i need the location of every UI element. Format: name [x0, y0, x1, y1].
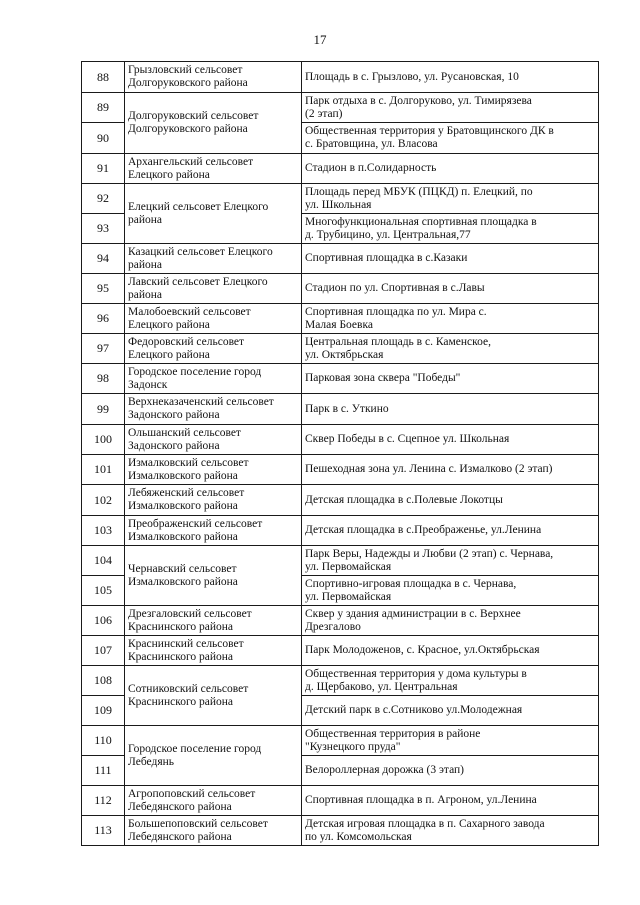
territory-cell	[302, 274, 599, 304]
territory-name: Общественная территория в районе "Кузнецкого пруда"	[305, 727, 481, 753]
row-number: 102	[82, 485, 125, 516]
territory-name: Центральная площадь в с. Каменское, ул. Октябрьская	[305, 335, 491, 361]
table-row	[82, 485, 599, 516]
row-number: 110	[82, 726, 125, 756]
territory-name: Сквер Победы в с. Сцепное ул. Школьная	[305, 433, 510, 445]
territory-name: Парк в с. Уткино	[305, 402, 389, 415]
territory-cell	[302, 816, 599, 846]
row-number: 96	[82, 304, 125, 334]
municipality-cell	[125, 394, 302, 425]
territory-cell	[302, 756, 599, 786]
territory-cell	[302, 455, 599, 485]
territory-name: Площадь перед МБУК (ПЦКД) п. Елецкий, по ул. Школьная	[305, 185, 533, 211]
territory-cell	[302, 516, 599, 546]
table-row	[82, 455, 599, 485]
territory-cell	[302, 546, 599, 576]
municipality-name: Лебяженский сельсовет Измалковского района	[128, 487, 245, 512]
row-number: 100	[82, 425, 125, 455]
territory-name: Сквер у здания администрации в с. Верхнее Дрезгалово	[305, 607, 521, 633]
territory-name: Стадион по ул. Спортивная в с.Лавы	[305, 282, 485, 294]
municipality-name: Краснинский сельсовет Краснинского района	[128, 637, 244, 663]
territory-cell	[302, 696, 599, 726]
territory-name: Пешеходная зона ул. Ленина с. Измалково (2 этап)	[305, 463, 553, 475]
municipality-name: Ольшанский сельсовет Задонского района	[128, 426, 241, 452]
table-row	[82, 154, 599, 184]
table-row	[82, 304, 599, 334]
territory-name: Спортивная площадка в с.Казаки	[305, 252, 468, 264]
territory-name: Велороллерная дорожка (3 этап)	[305, 764, 465, 776]
municipality-cell	[125, 304, 302, 334]
row-number: 92	[82, 184, 125, 214]
territory-name: Стадион в п.Солидарность	[305, 162, 437, 174]
municipality-name: Казацкий сельсовет Елецкого района	[128, 245, 273, 271]
municipality-cell	[125, 154, 302, 184]
municipality-name: Преображенский сельсовет Измалковского района	[128, 517, 263, 543]
row-number: 99	[82, 394, 125, 425]
territory-name: Детская площадка в с.Полевые Локотцы	[305, 493, 503, 506]
row-number: 111	[82, 756, 125, 786]
table-row	[82, 364, 599, 394]
territory-name: Детская площадка в с.Преображенье, ул.Ленина	[305, 524, 542, 536]
territory-cell	[302, 576, 599, 606]
table-row	[82, 244, 599, 274]
row-number: 109	[82, 696, 125, 726]
territory-cell	[302, 214, 599, 244]
row-number: 95	[82, 274, 125, 304]
territory-name: Парковая зона сквера "Победы"	[305, 372, 461, 384]
municipality-cell	[125, 93, 302, 154]
municipality-cell	[125, 455, 302, 485]
table-body	[82, 62, 599, 846]
territory-cell	[302, 394, 599, 425]
table-row	[82, 425, 599, 455]
territory-cell	[302, 786, 599, 816]
municipality-name: Федоровский сельсовет Елецкого района	[128, 335, 245, 361]
page-number: 17	[313, 32, 327, 47]
territory-cell	[302, 154, 599, 184]
municipality-name: Малобоевский сельсовет Елецкого района	[128, 305, 251, 331]
territory-name: Детский парк в с.Сотниково ул.Молодежная	[305, 704, 523, 716]
table-row	[82, 666, 599, 696]
row-number: 113	[82, 816, 125, 846]
municipality-name: Сотниковский сельсовет Краснинского района	[128, 682, 249, 708]
municipality-cell	[125, 606, 302, 636]
municipality-cell	[125, 425, 302, 455]
territory-cell	[302, 726, 599, 756]
municipality-name: Долгоруковский сельсовет Долгоруковского района	[128, 110, 259, 135]
row-number: 101	[82, 455, 125, 485]
municipality-name: Измалковский сельсовет Измалковского района	[128, 456, 249, 482]
territory-name: Парк отдыха в с. Долгоруково, ул. Тимирязева (2 этап)	[305, 94, 532, 120]
municipality-name: Агропоповский сельсовет Лебедянского района	[128, 787, 256, 813]
municipal-projects-table	[81, 61, 599, 846]
table-row	[82, 334, 599, 364]
territory-cell	[302, 364, 599, 394]
municipality-cell	[125, 816, 302, 846]
table-row	[82, 726, 599, 756]
territory-cell	[302, 666, 599, 696]
table-row	[82, 816, 599, 846]
territory-cell	[302, 62, 599, 93]
territory-cell	[302, 485, 599, 516]
row-number: 112	[82, 786, 125, 816]
territory-cell	[302, 606, 599, 636]
municipality-cell	[125, 274, 302, 304]
territory-name: Парк Веры, Надежды и Любви (2 этап) с. Чернава, ул. Первомайская	[305, 547, 554, 573]
territory-cell	[302, 184, 599, 214]
municipality-name: Елецкий сельсовет Елецкого района	[128, 200, 269, 226]
table-row	[82, 606, 599, 636]
table-row	[82, 786, 599, 816]
territory-name: Парк Молодоженов, с. Красное, ул.Октябрьская	[305, 644, 540, 656]
row-number: 104	[82, 546, 125, 576]
table-row	[82, 274, 599, 304]
municipality-name: Большепоповский сельсовет Лебедянского района	[128, 817, 268, 843]
table-row	[82, 93, 599, 123]
territory-name: Спортивная площадка в п. Агроном, ул.Ленина	[305, 794, 537, 806]
row-number: 98	[82, 364, 125, 394]
municipality-cell	[125, 244, 302, 274]
municipality-name: Лавский сельсовет Елецкого района	[128, 275, 268, 301]
municipality-cell	[125, 786, 302, 816]
table-row	[82, 394, 599, 425]
row-number: 90	[82, 123, 125, 154]
row-number: 97	[82, 334, 125, 364]
territory-cell	[302, 244, 599, 274]
row-number: 107	[82, 636, 125, 666]
municipality-cell	[125, 546, 302, 606]
territory-cell	[302, 123, 599, 154]
municipality-cell	[125, 636, 302, 666]
territory-name: Спортивно-игровая площадка в с. Чернава, ул. Первомайская	[305, 577, 517, 603]
municipality-cell	[125, 726, 302, 786]
municipality-cell	[125, 516, 302, 546]
territory-cell	[302, 425, 599, 455]
territory-name: Общественная территория у Братовщинского ДК в с. Братовщина, ул. Власова	[305, 125, 554, 150]
municipality-name: Дрезгаловский сельсовет Краснинского района	[128, 607, 252, 633]
municipality-cell	[125, 364, 302, 394]
territory-cell	[302, 334, 599, 364]
row-number: 88	[82, 62, 125, 93]
territory-name: Площадь в с. Грызлово, ул. Русановская, 10	[305, 70, 519, 83]
territory-cell	[302, 93, 599, 123]
row-number: 89	[82, 93, 125, 123]
table-row	[82, 636, 599, 666]
territory-name: Многофункциональная спортивная площадка в д. Трубицино, ул. Центральная,77	[305, 215, 537, 241]
table-row	[82, 546, 599, 576]
territory-name: Спортивная площадка по ул. Мира с. Малая Боевка	[305, 305, 487, 331]
table-row	[82, 62, 599, 93]
table-row	[82, 516, 599, 546]
municipality-cell	[125, 184, 302, 244]
municipality-name: Чернавский сельсовет Измалковского района	[128, 562, 238, 588]
municipality-cell	[125, 485, 302, 516]
territory-name: Общественная территория у дома культуры в д. Щербаково, ул. Центральная	[305, 667, 527, 693]
territory-cell	[302, 636, 599, 666]
row-number: 108	[82, 666, 125, 696]
municipality-name: Городское поселение город Лебедянь	[128, 742, 262, 768]
territory-name: Детская игровая площадка в п. Сахарного завода по ул. Комсомольская	[305, 817, 545, 843]
municipality-cell	[125, 62, 302, 93]
municipality-name: Архангельский сельсовет Елецкого района	[128, 155, 254, 181]
municipality-cell	[125, 666, 302, 726]
row-number: 91	[82, 154, 125, 184]
row-number: 106	[82, 606, 125, 636]
row-number: 94	[82, 244, 125, 274]
municipality-name: Верхнеказаченский сельсовет Задонского района	[128, 396, 274, 421]
table-row	[82, 184, 599, 214]
row-number: 105	[82, 576, 125, 606]
territory-cell	[302, 304, 599, 334]
municipality-name: Грызловский сельсовет Долгоруковского района	[128, 64, 248, 89]
municipality-cell	[125, 334, 302, 364]
municipality-name: Городское поселение город Задонск	[128, 365, 262, 391]
row-number: 93	[82, 214, 125, 244]
row-number: 103	[82, 516, 125, 546]
